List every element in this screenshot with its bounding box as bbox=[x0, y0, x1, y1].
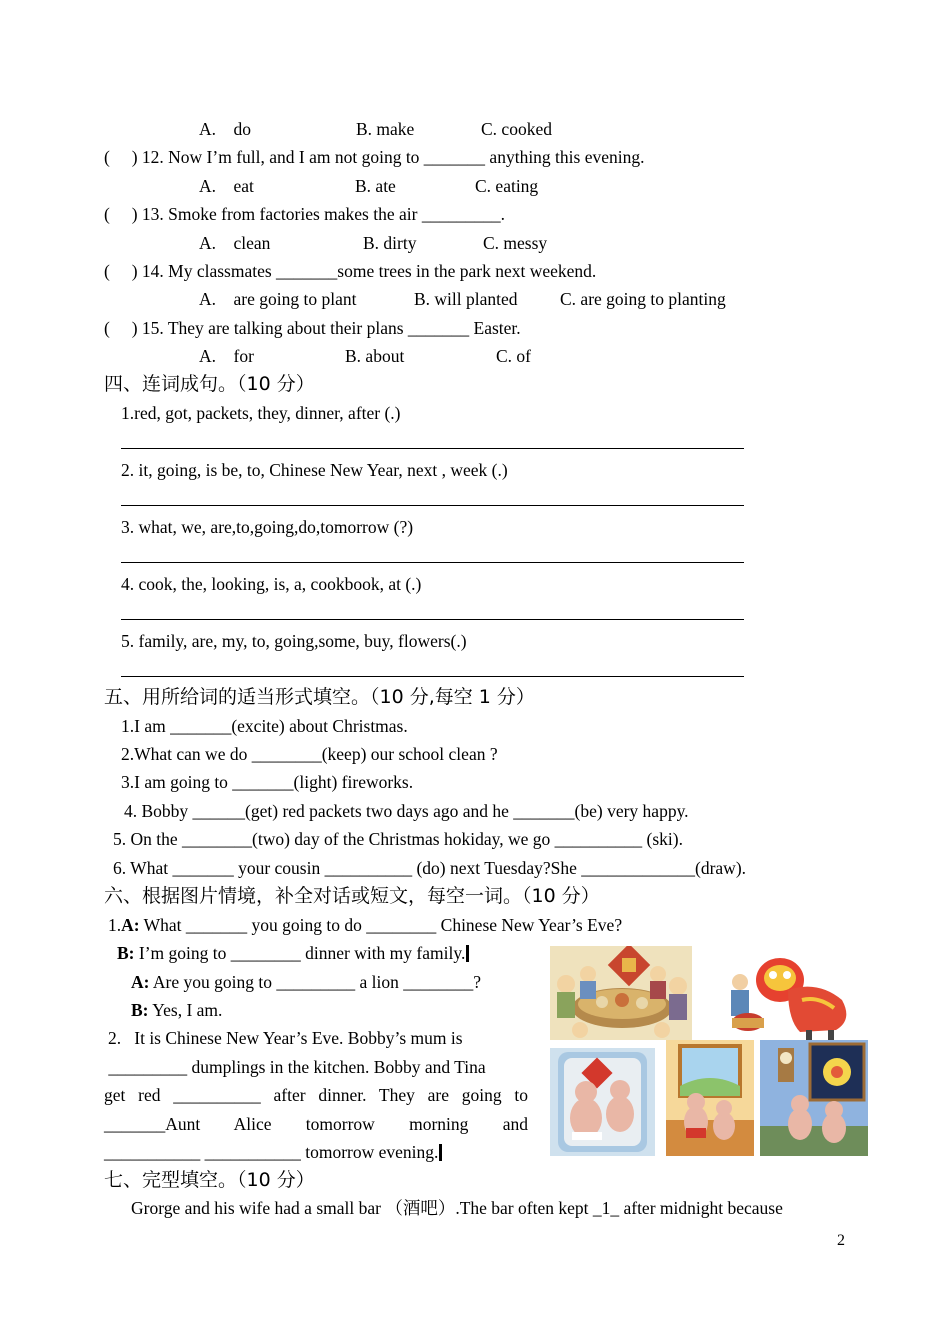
q12-option-a: A. eat bbox=[199, 176, 254, 196]
q11-option-b: B. make bbox=[356, 119, 415, 139]
section-5-heading: 五、用所给词的适当形式填空。（10 分,每空 1 分） bbox=[104, 686, 535, 708]
passage-2-line-3: get red __________ after dinner. They are going to bbox=[104, 1085, 528, 1105]
section-5-item-4: 4. Bobby ______(get) red packets two days ago and he _______(be) very happy. bbox=[124, 801, 689, 821]
section-5-item-6: 6. What _______ your cousin __________ (do) next Tuesday?She _____________(draw). bbox=[113, 858, 747, 878]
speaker-b-label: B: bbox=[131, 1000, 149, 1020]
section-5-item-1: 1.I am _______(excite) about Christmas. bbox=[121, 716, 408, 736]
dialogue-1-line-b2 bbox=[131, 999, 222, 1021]
q12-option-c: C. eating bbox=[475, 176, 539, 196]
section-5-item-5: 5. On the ________(two) day of the Christmas hokiday, we go __________ (ski). bbox=[113, 829, 683, 849]
q12-option-b: B. ate bbox=[355, 176, 396, 196]
living-room-picture bbox=[666, 1040, 754, 1156]
line-text: Are you going to _________ a lion ________? bbox=[149, 972, 481, 992]
text-cursor bbox=[466, 945, 469, 962]
line-text: Yes, I am. bbox=[148, 1000, 223, 1020]
section-6-heading: 六、根据图片情境，补全对话或短文，每空一词。（10 分） bbox=[104, 885, 600, 907]
dialogue-1-line-a bbox=[108, 914, 622, 936]
item-number: 1. bbox=[108, 915, 122, 935]
line-text: after midnight because bbox=[619, 1198, 783, 1218]
speaker-b-label: B: bbox=[117, 943, 135, 963]
page-number: 2 bbox=[837, 1232, 845, 1249]
q13-option-a: A. clean bbox=[199, 233, 271, 253]
lion-dance-picture bbox=[718, 950, 868, 1040]
answer-line-3[interactable] bbox=[121, 562, 744, 563]
q14-option-b: B. will planted bbox=[414, 289, 518, 309]
question-12: ( ) 12. Now I’m full, and I am not going to _______ anything this evening. bbox=[104, 147, 645, 167]
line-text: Grorge and his wife had a small bar （酒吧）.The bar often kept bbox=[131, 1198, 593, 1218]
line-text: What _______ you going to do ________ Chinese New Year’s Eve? bbox=[139, 915, 623, 935]
section-5-item-2: 2.What can we do ________(keep) our school clean ? bbox=[121, 744, 498, 764]
answer-line-5[interactable] bbox=[121, 676, 744, 677]
cloze-blank-1[interactable]: _1_ bbox=[592, 1198, 620, 1218]
question-15: ( ) 15. They are talking about their plans _______ Easter. bbox=[104, 318, 521, 338]
dialogue-1-line-a2 bbox=[131, 971, 481, 993]
section-4-item-3: 3. what, we, are,to,going,do,tomorrow (?) bbox=[121, 517, 414, 537]
section-4-item-2: 2. it, going, is be, to, Chinese New Year, next , week (.) bbox=[121, 460, 508, 480]
section-4-item-4: 4. cook, the, looking, is, a, cookbook, at (.) bbox=[121, 574, 422, 594]
q14-option-c: C. are going to planting bbox=[560, 289, 726, 309]
q15-option-c: C. of bbox=[496, 346, 531, 366]
q13-option-b: B. dirty bbox=[363, 233, 417, 253]
q14-option-a: A. are going to plant bbox=[199, 289, 357, 309]
answer-line-2[interactable] bbox=[121, 505, 744, 506]
passage-2-line-1: 2. It is Chinese New Year’s Eve. Bobby’s mum is bbox=[108, 1028, 463, 1048]
answer-line-4[interactable] bbox=[121, 619, 744, 620]
section-5-item-3: 3.I am going to _______(light) fireworks. bbox=[121, 772, 414, 792]
fireworks-picture bbox=[760, 1040, 868, 1156]
dialogue-1-line-b bbox=[117, 942, 469, 964]
q11-option-c: C. cooked bbox=[481, 119, 552, 139]
family-dinner-picture bbox=[550, 946, 692, 1040]
section-4-item-1: 1.red, got, packets, they, dinner, after (.) bbox=[121, 403, 401, 423]
question-14: ( ) 14. My classmates _______some trees in the park next weekend. bbox=[104, 261, 597, 281]
line-text: I’m going to ________ dinner with my family. bbox=[134, 943, 466, 963]
line-text: ___________ ___________ tomorrow evening. bbox=[104, 1142, 439, 1162]
speaker-a-label: A: bbox=[131, 972, 150, 992]
q15-option-a: A. for bbox=[199, 346, 254, 366]
section-4-item-5: 5. family, are, my, to, going,some, buy, flowers(.) bbox=[121, 631, 467, 651]
passage-2-line-4: _______Aunt Alice tomorrow morning and bbox=[104, 1114, 528, 1134]
cloze-line-1 bbox=[131, 1197, 783, 1219]
section-4-heading: 四、连词成句。（10 分） bbox=[104, 373, 315, 395]
speaker-a-label: A: bbox=[121, 915, 140, 935]
passage-2-line-5 bbox=[104, 1141, 442, 1163]
q11-option-a: A. do bbox=[199, 119, 252, 139]
question-13: ( ) 13. Smoke from factories makes the air _________. bbox=[104, 204, 505, 224]
section-7-heading: 七、完型填空。（10 分） bbox=[104, 1169, 315, 1191]
q13-option-c: C. messy bbox=[483, 233, 548, 253]
passage-2-line-2: _________ dumplings in the kitchen. Bobby and Tina bbox=[104, 1057, 486, 1077]
kitchen-picture bbox=[550, 1048, 655, 1156]
answer-line-1[interactable] bbox=[121, 448, 744, 449]
text-cursor bbox=[439, 1144, 442, 1161]
q15-option-b: B. about bbox=[345, 346, 405, 366]
